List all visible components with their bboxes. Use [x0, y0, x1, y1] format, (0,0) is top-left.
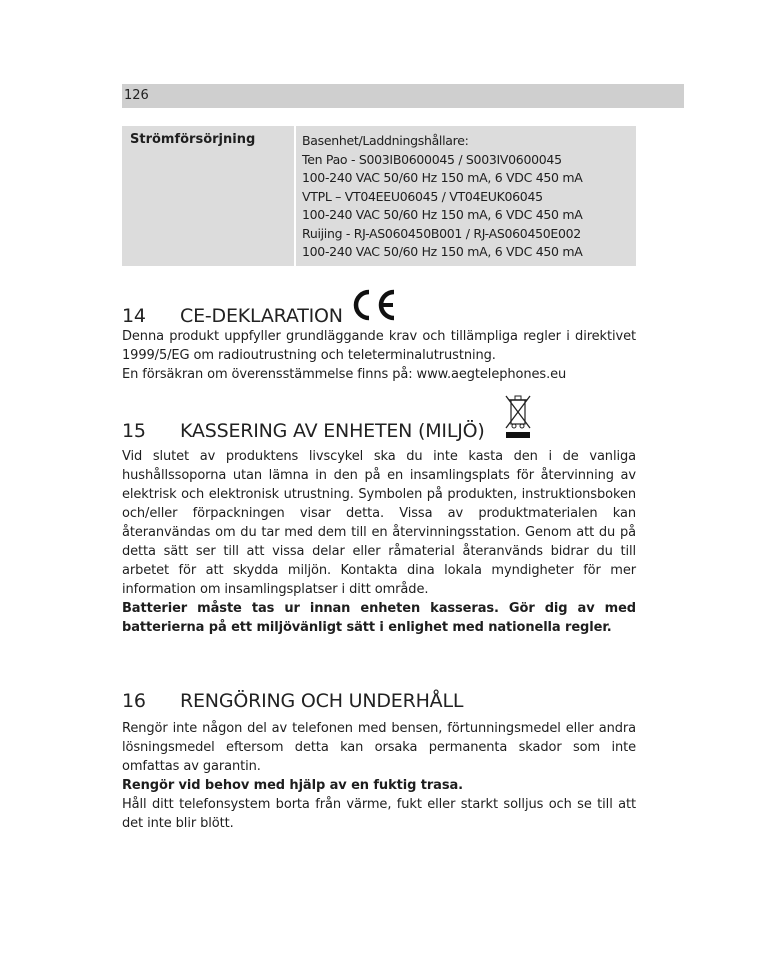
weee-bin-icon	[504, 394, 532, 444]
spec-label: Strömförsörjning	[122, 126, 294, 266]
ce-paragraph: Denna produkt uppfyller grundläggande krav och tillämpliga regler i direktivet 1999/5/EG om radioutrustning och teleterminalutrustning.	[122, 329, 636, 363]
section-heading-cleaning	[122, 690, 463, 712]
cleaning-body	[122, 719, 636, 833]
spec-line: VTPL – VT04EEU06045 / VT04EUK06045	[302, 188, 543, 204]
section-number: 16	[122, 690, 146, 712]
section-number: 15	[122, 420, 146, 442]
power-supply-table	[122, 126, 636, 266]
spec-line: 100-240 VAC 50/60 Hz 150 mA, 6 VDC 450 mA	[302, 207, 583, 222]
spec-line: Ruijing - RJ-AS060450B001 / RJ-AS060450E002	[302, 225, 581, 241]
cleaning-bold-instruction: Rengör vid behov med hjälp av en fuktig trasa.	[122, 778, 463, 793]
section-heading-ce	[122, 288, 399, 327]
ce-url-paragraph: En försäkran om överensstämmelse finns på: www.aegtelephones.eu	[122, 367, 567, 382]
spec-line: Ten Pao - S003IB0600045 / S003IV0600045	[302, 151, 562, 167]
ce-body	[122, 327, 636, 384]
disposal-paragraph: Vid slutet av produktens livscykel ska du inte kasta den i de vanliga hushållssoporna utan lämna in den på en insamlingsplats för återvinning av elektrisk och elektronisk utrustning. Symbolen på produkten, instruktionsboken och/eller förpackningen visar detta. Vissa av produktmaterialen kan återanvändas om du tar med dem till en återvinningsstation. Genom att du på detta sätt ser till att vissa delar eller råmaterial återanvänds bidrar du till arbetet för att skydda miljön. Kontakta dina lokala myndigheter för mer information om insamlingsplatser i ditt område.	[122, 449, 636, 597]
page-header-bar	[122, 84, 684, 108]
spec-line: 100-240 VAC 50/60 Hz 150 mA, 6 VDC 450 mA	[302, 170, 583, 185]
spec-line: Basenhet/Laddningshållare:	[302, 133, 469, 148]
section-title: KASSERING AV ENHETEN (MILJÖ)	[180, 420, 485, 442]
disposal-battery-warning: Batterier måste tas ur innan enheten kasseras. Gör dig av med batterierna på ett miljövänligt sätt i enlighet med nationella regler.	[122, 601, 636, 635]
section-number: 14	[122, 305, 146, 327]
ce-mark-icon	[347, 288, 399, 327]
spec-values	[296, 126, 636, 266]
page-number: 126	[124, 88, 149, 103]
section-title: RENGÖRING OCH UNDERHÅLL	[180, 690, 464, 712]
cleaning-paragraph-2: Håll ditt telefonsystem borta från värme, fukt eller starkt solljus och se till att det inte blir blött.	[122, 797, 636, 831]
section-heading-disposal	[122, 420, 485, 442]
section-title: CE-DEKLARATION	[180, 305, 343, 327]
disposal-body	[122, 447, 636, 637]
spec-line: 100-240 VAC 50/60 Hz 150 mA, 6 VDC 450 mA	[302, 244, 583, 259]
cleaning-paragraph: Rengör inte någon del av telefonen med bensen, förtunningsmedel eller andra lösningsmedel eftersom detta kan orsaka permanenta skador som inte omfattas av garantin.	[122, 721, 636, 774]
